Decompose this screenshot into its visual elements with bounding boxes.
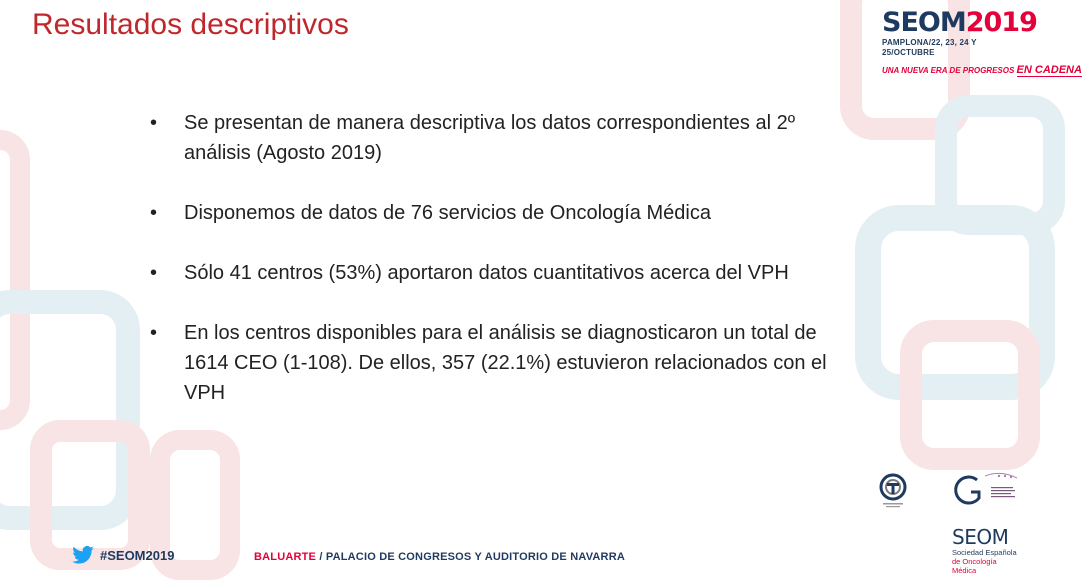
seom-society-logo <box>952 526 1022 574</box>
logo-brand-prefix: SEOM <box>882 7 966 38</box>
partner-emblem-logo <box>878 472 908 508</box>
seom2019-logo <box>882 7 1082 76</box>
logo-tagline-emphasis: EN CADENA <box>1016 64 1082 76</box>
bullet-item <box>150 198 850 228</box>
venue-rest: / PALACIO DE CONGRESOS Y AUDITORIO DE NAVARRA <box>316 551 625 563</box>
bullet-text: En los centros disponibles para el análisis se diagnosticaron un total de 1614 CEO (1-108). De ellos, 357 (22.1%) estuvieron relacionados con el VPH <box>184 322 827 404</box>
bullet-marker: • <box>150 322 158 344</box>
bullet-list <box>150 108 850 438</box>
decorative-chain-link <box>900 320 1040 470</box>
seom-society-line2 <box>952 557 1022 575</box>
logo-tagline-prefix: UNA NUEVA ERA DE PROGRESOS <box>882 66 1015 75</box>
bullet-item <box>150 258 850 288</box>
bullet-item <box>150 318 850 408</box>
seom-society-name: SEOM <box>952 525 1009 549</box>
bullet-item <box>150 108 850 168</box>
logo-subtitle: PAMPLONA/22, 23, 24 Y 25/OCTUBRE <box>882 38 977 57</box>
slide-title: Resultados descriptivos <box>32 8 349 41</box>
twitter-bird-icon <box>72 546 94 564</box>
footer-venue <box>254 551 625 563</box>
logo-brand-year: 2019 <box>965 7 1037 38</box>
logo-tagline <box>882 64 1082 76</box>
bullet-text: Sólo 41 centros (53%) aportaron datos cuantitativos acerca del VPH <box>184 262 789 284</box>
seom2019-wordmark <box>882 7 1037 38</box>
bullet-marker: • <box>150 202 158 224</box>
gorec-group-logo <box>955 472 1021 512</box>
seom-society-line1: Sociedad Española <box>952 548 1017 557</box>
bullet-marker: • <box>150 262 158 284</box>
venue-highlight: BALUARTE <box>254 551 317 563</box>
bullet-marker: • <box>150 112 158 134</box>
hashtag-text: #SEOM2019 <box>100 547 175 563</box>
seom-society-line2-text: de Oncología Médica <box>952 557 997 575</box>
footer-hashtag <box>72 546 174 564</box>
bullet-text: Se presentan de manera descriptiva los datos correspondientes al 2º análisis (Agosto 2019) <box>184 112 795 164</box>
bullet-text: Disponemos de datos de 76 servicios de Oncología Médica <box>184 202 711 224</box>
